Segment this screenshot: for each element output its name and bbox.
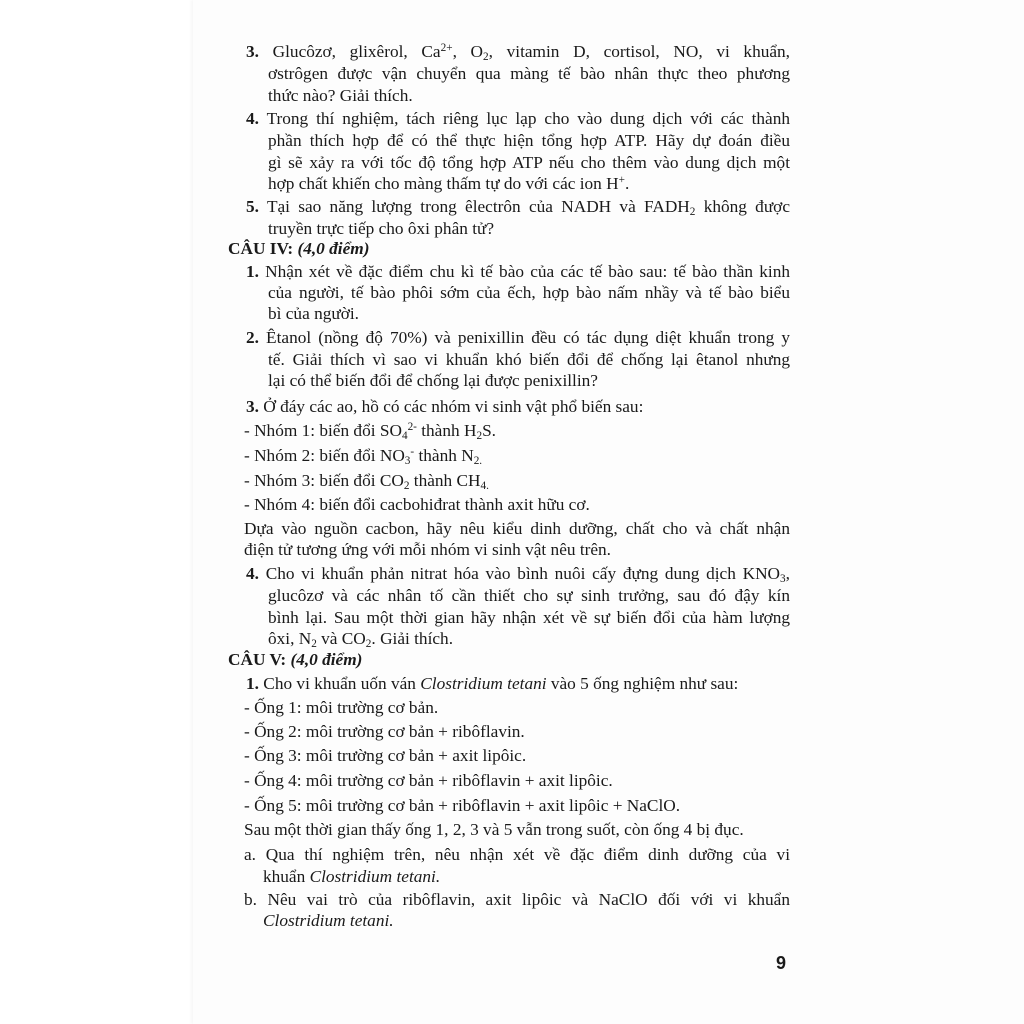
question-number: 1. [246, 674, 259, 693]
species-name: Clostridium tetani. [309, 867, 441, 886]
question-number: 3. [246, 397, 259, 416]
cau4-q1-line-1 [246, 261, 790, 282]
q4-number: 4. [246, 109, 259, 128]
sup: 2- [407, 420, 417, 433]
question-text: ôxi, N [268, 629, 312, 648]
q3-text: , O [452, 42, 484, 61]
sub: 2 [689, 205, 696, 218]
group-text: - Nhóm 2: biến đổi NO [244, 446, 405, 465]
cau4-q2-line-2: tế. Giải thích vì sao vi khuẩn khó biến đổi để chống lại êtanol nhưng [268, 350, 790, 369]
q3-line-2: ơstrôgen được vận chuyển qua màng tế bào nhân thực theo phương [268, 64, 790, 83]
section-title: CÂU V: [228, 650, 287, 669]
q3-number: 3. [246, 42, 259, 61]
q5-line-2: truyền trực tiếp cho ôxi phân tử? [268, 219, 495, 238]
question-text: , [785, 564, 790, 583]
group-2 [244, 445, 482, 466]
cau4-q1-line-3: bì của người. [268, 304, 359, 323]
question-text: Ở đáy các ao, hồ có các nhóm vi sinh vật phổ biến sau: [263, 397, 644, 416]
sub: 3 [780, 572, 786, 585]
q4-text: . [624, 174, 630, 193]
group-text: S. [482, 421, 496, 440]
sup: 2+ [440, 41, 453, 54]
sub: 2 [403, 479, 410, 492]
sub: 2 [311, 637, 317, 650]
question-text: Nhận xét về đặc điểm chu kì tế bào của các tế bào sau: tế bào thần kinh [265, 262, 790, 281]
q5-number: 5. [246, 197, 259, 216]
sub: 2 [476, 429, 483, 442]
section-heading-cau-iv [228, 238, 369, 259]
q4-line-1 [246, 108, 790, 129]
question-text: vào 5 ống nghiệm như sau: [546, 674, 739, 693]
sub: 2. [473, 454, 483, 467]
q5-text: không được [695, 197, 790, 216]
question-text: Êtanol (nồng độ 70%) và penixillin đều có tác dụng diệt khuẩn trong y [266, 328, 790, 347]
group-4: - Nhóm 4: biến đổi cacbohiđrat thành axit hữu cơ. [244, 495, 590, 514]
tube-4: - Ống 4: môi trường cơ bản + ribôflavin + axit lipôic. [244, 771, 613, 790]
q5-line-1 [246, 196, 790, 217]
sub: 4. [480, 479, 489, 492]
question-text: . Giải thích. [371, 629, 454, 648]
q3-line-1 [246, 41, 790, 62]
sub-question-b-line-2: Clostridium tetani. [263, 911, 394, 930]
cau4-q4-line-2: glucôzơ và các nhân tố cần thiết cho sự sinh trưởng, sau đó đậy kín [268, 586, 790, 605]
tube-5: - Ống 5: môi trường cơ bản + ribôflavin + axit lipôic + NaClO. [244, 796, 681, 815]
group-text: thành H [416, 421, 477, 440]
tube-3: - Ống 3: môi trường cơ bản + axit lipôic. [244, 746, 527, 765]
section-heading-cau-v [228, 649, 362, 670]
group-text: - Nhóm 3: biến đổi CO [244, 471, 404, 490]
cau4-q4-line-3: bình lại. Sau một thời gian hãy nhận xét về sự biến đổi của hàm lượng [268, 608, 790, 627]
sub: 2 [483, 50, 489, 63]
q4-line-4 [268, 173, 629, 194]
cau4-q4-line-4 [268, 628, 453, 649]
cau4-q2-line-1 [246, 327, 790, 348]
q3-line-3: thức nào? Giải thích. [268, 86, 413, 105]
cau5-q1-line-1 [246, 673, 738, 694]
sup: - [410, 445, 415, 458]
tube-1: - Ống 1: môi trường cơ bản. [244, 698, 439, 717]
section-title: CÂU IV: [228, 239, 294, 258]
sub-question-a-line-2 [263, 866, 440, 887]
sub: 2 [365, 637, 372, 650]
tube-2: - Ống 2: môi trường cơ bản + ribôflavin. [244, 722, 525, 741]
q3-text: , vitamin D, cortisol, NO, vi khuẩn, [488, 42, 790, 61]
q4-line-2: phần thích hợp để có thể thực hiện tổng hợp ATP. Hãy dự đoán điều [268, 131, 790, 150]
q4-text: hợp chất khiến cho màng thấm tự do với các ion H [268, 174, 619, 193]
sub: 3 [404, 454, 411, 467]
q4-line-3: gì sẽ xảy ra với tốc độ tổng hợp ATP nếu cho thêm vào dung dịch một [268, 153, 790, 172]
cau4-q3-paragraph-1: Dựa vào nguồn cacbon, hãy nêu kiểu dinh dưỡng, chất cho và chất nhận [244, 519, 790, 538]
question-number: 4. [246, 564, 259, 583]
group-3 [244, 470, 489, 491]
cau4-q4-line-1 [246, 563, 790, 584]
result-text: Sau một thời gian thấy ống 1, 2, 3 và 5 vẫn trong suốt, còn ống 4 bị đục. [244, 820, 744, 839]
cau4-q3-line-1 [246, 396, 643, 417]
question-number: 2. [246, 328, 259, 347]
species-name: Clostridium tetani [420, 674, 547, 693]
cau4-q3-paragraph-2: điện tử tương ứng với mỗi nhóm vi sinh vật nêu trên. [244, 540, 612, 559]
sup: + [618, 173, 625, 186]
q5-text: Tại sao năng lượng trong êlectrôn của NADH và FADH [266, 197, 690, 216]
sub-question-b-line-1: b. Nêu vai trò của ribôflavin, axit lipôic và NaClO đối với vi khuẩn [244, 890, 790, 909]
group-text: thành N [414, 446, 474, 465]
group-1 [244, 420, 496, 441]
question-text: Cho vi khuẩn phản nitrat hóa vào bình nuôi cấy đựng dung dịch KNO [265, 564, 781, 583]
section-points: (4,0 điểm) [297, 239, 370, 258]
section-points: (4,0 điểm) [290, 650, 363, 669]
group-text: thành CH [409, 471, 481, 490]
q4-text: Trong thí nghiệm, tách riêng lục lạp cho vào dung dịch với các thành [266, 109, 790, 128]
group-text: - Nhóm 1: biến đổi SO [244, 421, 402, 440]
question-number: 1. [246, 262, 259, 281]
sub: 4 [401, 429, 408, 442]
cau4-q1-line-2: của người, tế bào phôi sớm của ếch, hợp bào nấm nhầy và tế bào biểu [268, 283, 790, 302]
q3-text: Glucôzơ, glixêrol, Ca [272, 42, 441, 61]
page-number: 9 [776, 953, 787, 973]
cau4-q2-line-3: lại có thể biến đổi để chống lại được penixillin? [268, 371, 598, 390]
sub-question-a-line-1: a. Qua thí nghiệm trên, nêu nhận xét về đặc điểm dinh dưỡng của vi [244, 845, 790, 864]
question-text: và CO [316, 629, 366, 648]
question-text: Cho vi khuẩn uốn ván [263, 674, 421, 693]
question-text: khuẩn [263, 867, 310, 886]
